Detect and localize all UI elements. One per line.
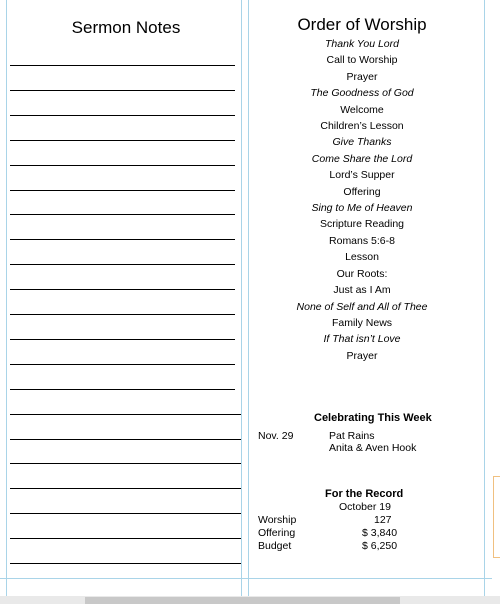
note-line — [10, 463, 241, 464]
center-fold-guide-left — [241, 0, 242, 596]
sermon-notes-title: Sermon Notes — [71, 18, 181, 37]
worship-item: Scripture Reading — [319, 218, 405, 231]
record-value: 127 — [374, 514, 392, 526]
worship-item: Sing to Me of Heaven — [311, 202, 413, 215]
order-of-worship-title: Order of Worship — [297, 15, 427, 34]
note-line — [10, 65, 235, 66]
order-of-worship — [248, 15, 476, 364]
worship-item: Call to Worship — [326, 54, 398, 67]
worship-item: Welcome — [340, 103, 384, 116]
note-line — [10, 538, 241, 539]
record-value: $ 6,250 — [362, 540, 398, 552]
note-line — [10, 513, 241, 514]
worship-item: Give Thanks — [332, 136, 392, 149]
note-line — [10, 314, 235, 315]
worship-item: Children’s Lesson — [320, 120, 404, 133]
worship-item: Prayer — [346, 70, 378, 83]
note-line — [10, 165, 235, 166]
note-line — [10, 115, 235, 116]
worship-item: Prayer — [346, 349, 378, 362]
page-edge-marker — [493, 476, 500, 558]
worship-item: If That isn’t Love — [323, 333, 401, 346]
worship-item: Lesson — [345, 251, 379, 264]
note-line — [10, 488, 241, 489]
record-label: Budget — [258, 540, 292, 552]
celebrating-name: Anita & Aven Hook — [329, 442, 417, 454]
horizontal-scrollbar-thumb[interactable] — [85, 597, 400, 604]
worship-item: Thank You Lord — [325, 38, 399, 50]
right-margin-guide — [484, 0, 485, 596]
record-value: $ 3,840 — [362, 527, 398, 539]
celebrating-date: Nov. 29 — [258, 430, 294, 442]
note-line — [10, 339, 235, 340]
note-line — [10, 190, 235, 191]
worship-items-list — [248, 36, 476, 364]
worship-item: Lord’s Supper — [329, 169, 395, 182]
worship-item: Come Share the Lord — [311, 152, 413, 165]
worship-item: Romans 5:6-8 — [329, 234, 395, 247]
note-line — [10, 414, 241, 415]
note-line — [10, 239, 235, 240]
note-line — [10, 389, 235, 390]
bottom-margin-guide — [0, 578, 492, 579]
record-date: October 19 — [339, 501, 391, 513]
note-line — [10, 563, 241, 564]
worship-item: Offering — [343, 185, 381, 198]
worship-item: None of Self and All of Thee — [296, 300, 428, 313]
worship-item: Just as I Am — [333, 284, 391, 297]
note-line — [10, 439, 241, 440]
note-line — [10, 140, 235, 141]
celebrating-heading: Celebrating This Week — [314, 412, 432, 424]
worship-item: Our Roots: — [336, 267, 388, 280]
note-line — [10, 289, 235, 290]
note-line — [10, 90, 235, 91]
celebrating-name: Pat Rains — [329, 430, 375, 442]
record-heading: For the Record — [325, 488, 404, 500]
note-line — [10, 214, 235, 215]
worship-item: The Goodness of God — [310, 87, 414, 100]
worship-item: Family News — [331, 316, 393, 329]
record-label: Worship — [258, 514, 297, 526]
note-line — [10, 264, 235, 265]
note-line — [10, 364, 235, 365]
record-label: Offering — [258, 527, 296, 539]
left-margin-guide — [6, 0, 7, 596]
